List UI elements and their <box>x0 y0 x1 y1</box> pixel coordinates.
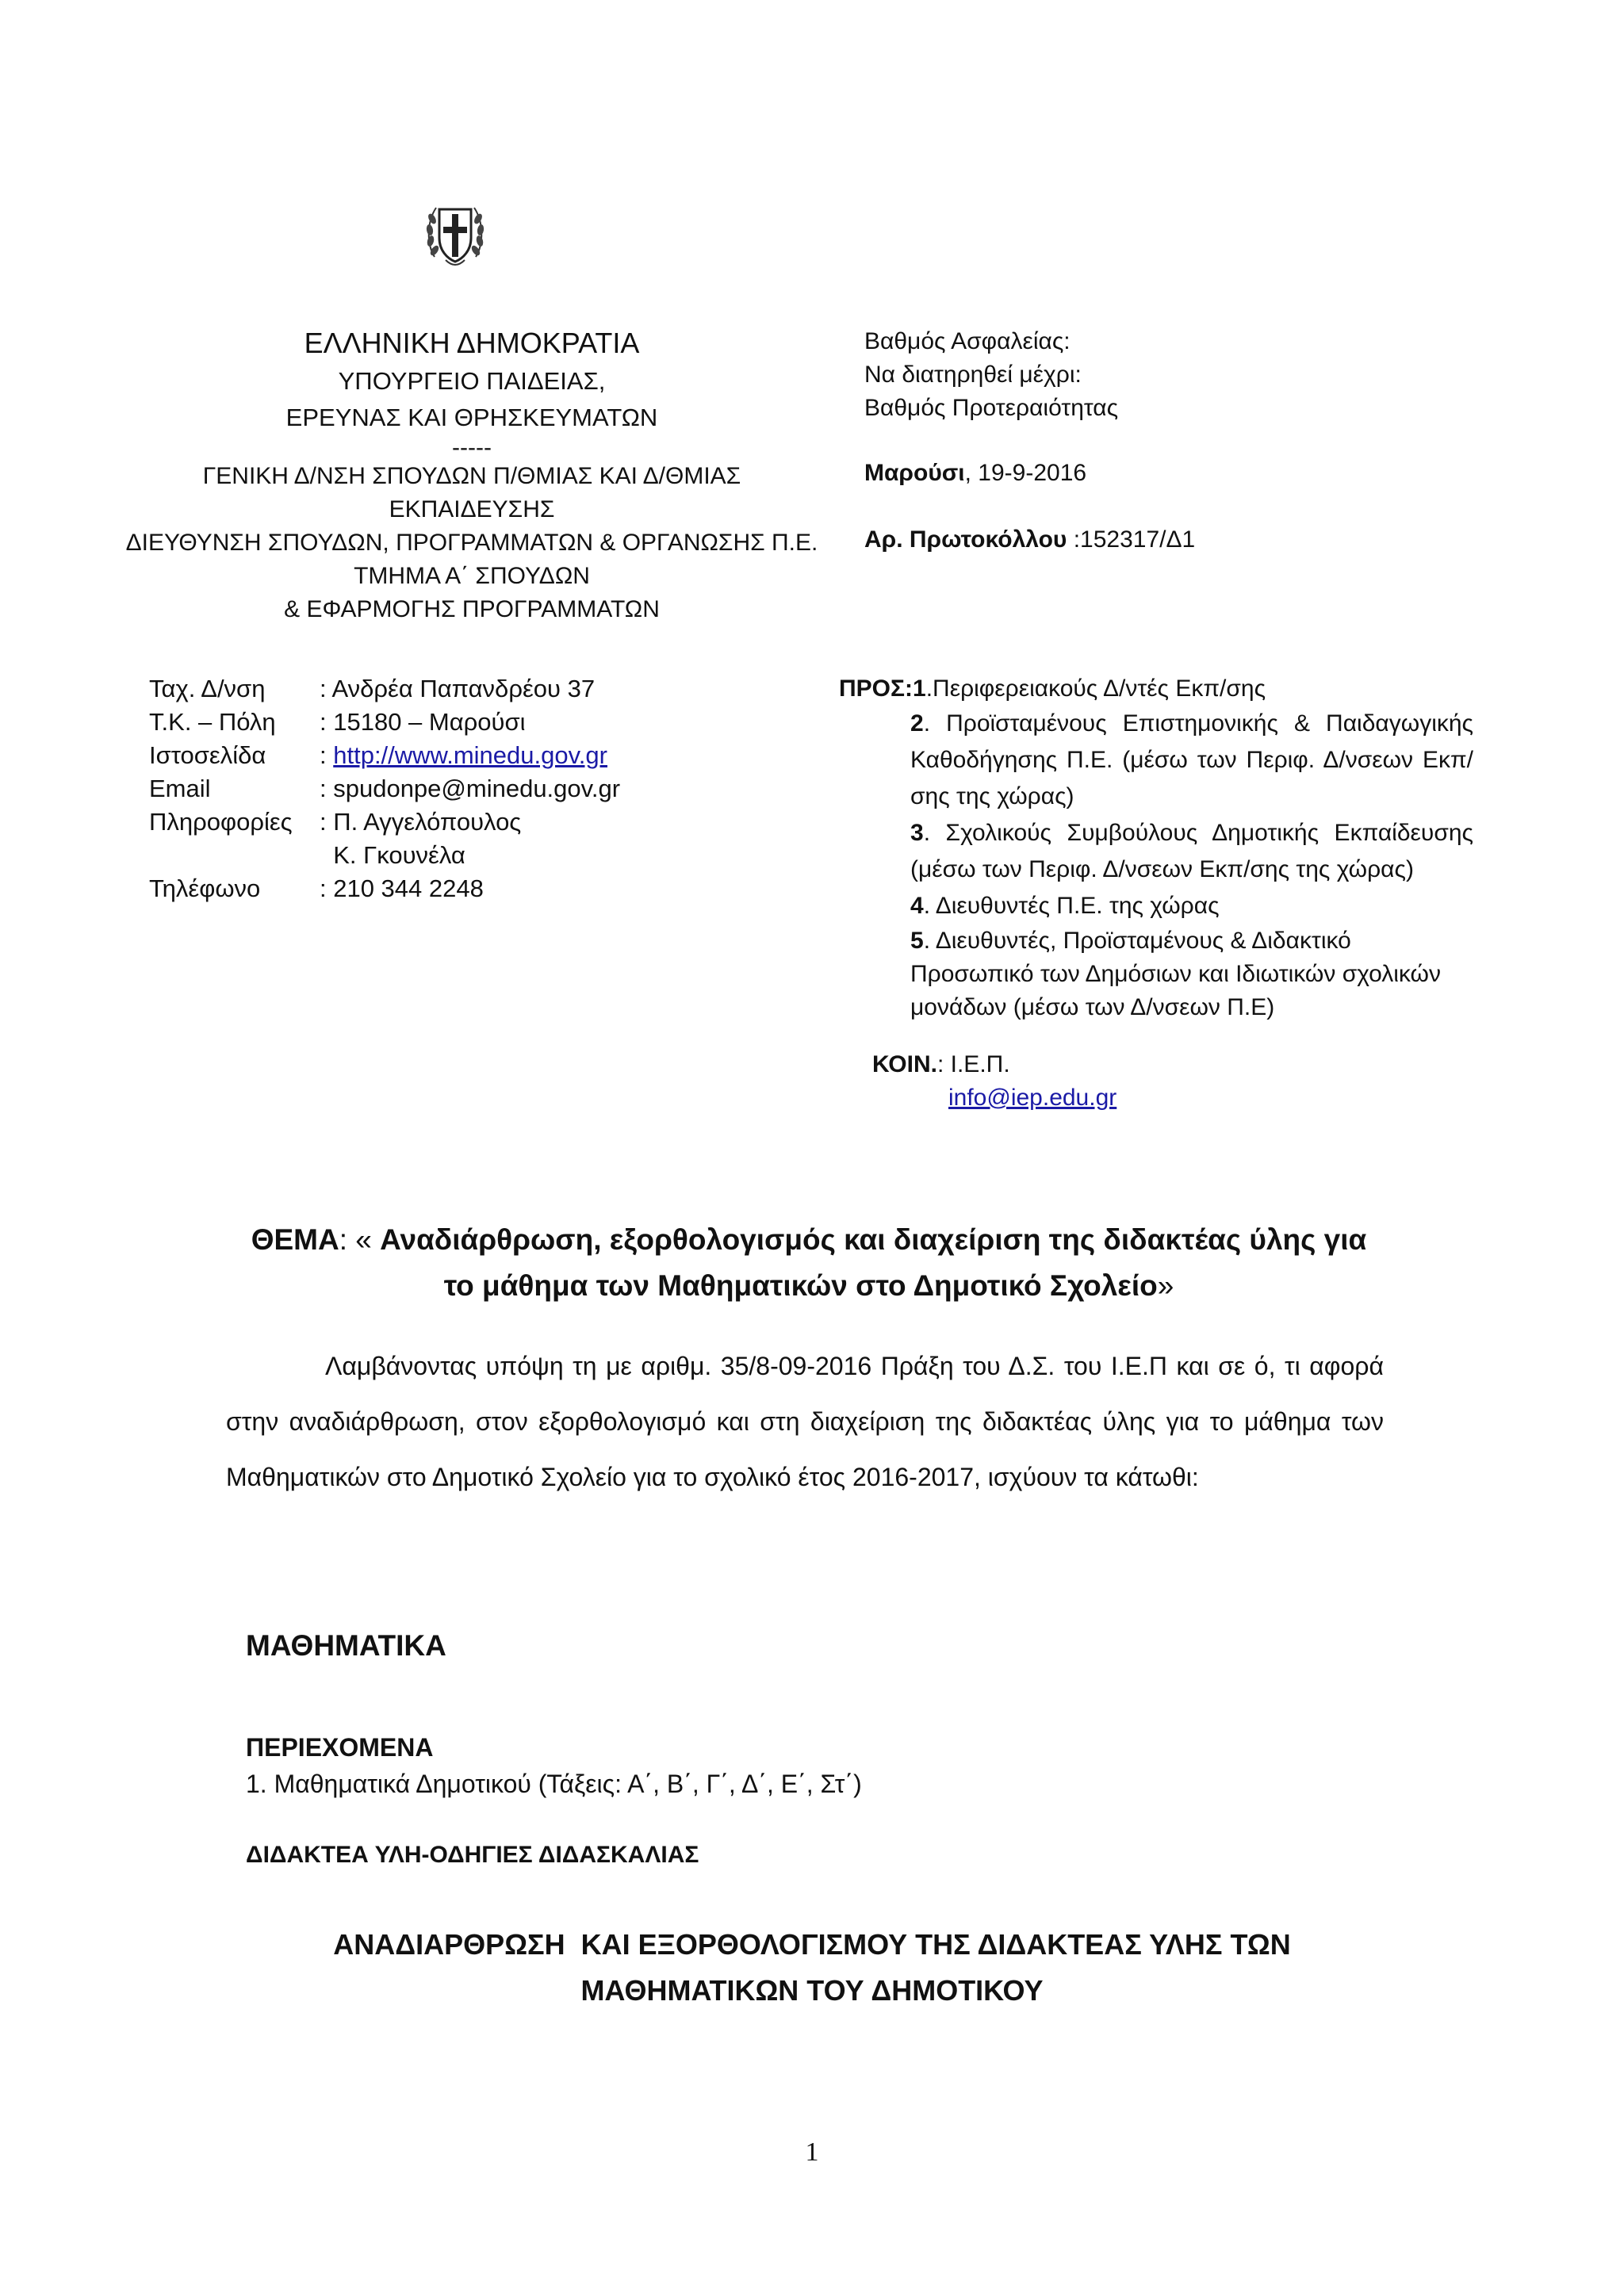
contact-label: Τ.Κ. – Πόλη <box>149 708 276 736</box>
contact-value: : 210 344 2248 <box>320 874 484 902</box>
body-paragraph <box>226 1338 1384 1505</box>
contact-label: Τηλέφωνο <box>149 874 261 902</box>
directorate-name: ΔΙΕΥΘΥΝΣΗ ΣΠΟΥΔΩΝ, ΠΡΟΓΡΑΜΜΑΤΩΝ & ΟΡΓΑΝΩΣΗΣ Π.Ε. <box>125 530 818 556</box>
recipient-2: 2. Προϊσταμένους Επιστημονικής & Παιδαγωγικής Καθοδήγησης Π.Ε. (μέσω των Περιφ. Δ/νσεων Εκπ/σης της χώρας) <box>910 710 1473 809</box>
final-heading-line-2: ΜΑΘΗΜΑΤΙΚΩΝ ΤΟΥ ΔΗΜΟΤΙΚΟΥ <box>580 1974 1044 2007</box>
priority-level: Βαθμός Προτεραιότητας <box>864 395 1119 421</box>
contact-label: Πληροφορίες <box>149 808 293 836</box>
subject-label: ΘΕΜΑ <box>251 1223 339 1256</box>
page-number: 1 <box>805 2137 819 2167</box>
contents-item: 1. Μαθηματικά Δημοτικού (Τάξεις: Α΄, Β΄, Γ΄, Δ΄, Ε΄, Στ΄) <box>246 1770 862 1798</box>
contents-heading: ΠΕΡΙΕΧΟΜΕΝΑ <box>246 1733 434 1762</box>
contact-value: : spudonpe@minedu.gov.gr <box>320 775 621 802</box>
final-heading <box>178 1922 1446 2014</box>
contact-value: : Ανδρέα Παπανδρέου 37 <box>320 675 596 702</box>
security-level: Βαθμός Ασφαλείας: <box>864 328 1071 354</box>
subject-block <box>174 1217 1443 1309</box>
subject-title-2: το μάθημα των Μαθηματικών στο Δημοτικό Σχολείο <box>443 1269 1158 1302</box>
recipient-1: ΠΡΟΣ:1.Περιφερειακούς Δ/ντές Εκπ/σης <box>839 675 1266 702</box>
greek-coat-of-arms-icon <box>425 195 485 271</box>
contact-row <box>149 872 863 905</box>
subject-title-1: Αναδιάρθρωση, εξορθολογισμός και διαχείριση της διδακτέας ύλης για <box>380 1223 1367 1256</box>
ministry-line-2: ΕΡΕΥΝΑΣ ΚΑΙ ΘΡΗΣΚΕΥΜΑΤΩΝ <box>285 404 658 431</box>
contact-label <box>149 839 320 872</box>
final-heading-line-1: ΑΝΑΔΙΑΡΘΡΩΣΗ ΚΑΙ ΕΞΟΡΘΟΛΟΓΙΣΜΟΥ ΤΗΣ ΔΙΔΑΚΤΕΑΣ ΥΛΗΣ ΤΩΝ <box>333 1928 1291 1961</box>
contact-row <box>149 839 863 872</box>
department-line-2: & ΕΦΑΡΜΟΓΗΣ ΠΡΟΓΡΑΜΜΑΤΩΝ <box>284 596 660 622</box>
math-heading: ΜΑΘΗΜΑΤΙΚΑ <box>246 1629 446 1662</box>
guidelines-heading: ΔΙΔΑΚΤΕΑ ΥΛΗ-ΟΔΗΓΙΕΣ ΔΙΔΑΣΚΑΛΙΑΣ <box>246 1842 699 1868</box>
recipient-5: 5. Διευθυντές, Προϊσταμένους & Διδακτικό Προσωπικό των Δημόσιων και Ιδιωτικών σχολικών μονάδων (μέσω των Δ/νσεων Π.Ε) <box>910 928 1441 1020</box>
protocol-number: :152317/Δ1 <box>1067 526 1196 553</box>
general-directorate-line-2: ΕΚΠΑΙΔΕΥΣΗΣ <box>389 496 555 522</box>
document-date: , 19-9-2016 <box>964 460 1087 486</box>
general-directorate-line-1: ΓΕΝΙΚΗ Δ/ΝΣΗ ΣΠΟΥΔΩΝ Π/ΘΜΙΑΣ ΚΑΙ Δ/ΘΜΙΑΣ <box>202 463 741 489</box>
contact-label: Email <box>149 775 211 802</box>
cc-email-link[interactable]: info@iep.edu.gr <box>948 1085 1117 1111</box>
to-label: ΠΡΟΣ <box>839 675 906 702</box>
contact-row <box>149 739 863 772</box>
cc-line <box>839 1048 1473 1081</box>
recipient-3: 3. Σχολικούς Συμβούλους Δημοτικής Εκπαίδευσης (μέσω των Περιφ. Δ/νσεων Εκπ/σης της χώρας) <box>910 820 1473 882</box>
cc-email-line <box>839 1081 1473 1115</box>
body-text: Λαμβάνοντας υπόψη τη με αριθμ. 35/8-09-2016 Πράξη του Δ.Σ. του Ι.Ε.Π και σε ό, τι αφορά στην αναδιάρθρωση, στον εξορθολογισμό και στη διαχείριση της διδακτέας ύλης για το μάθημα των Μαθηματικών στο Δημοτικό Σχολείο για το σχολικό έτος 2016-2017, ισχύουν τα κάτωθι: <box>226 1352 1384 1491</box>
contact-value: Κ. Γκουνέλα <box>320 841 465 869</box>
recipients-block <box>839 672 1473 1115</box>
contact-row <box>149 772 863 806</box>
contact-details <box>149 672 863 905</box>
subject-line-1: ΘΕΜΑ: « Αναδιάρθρωση, εξορθολογισμός και διαχείριση της διδακτέας ύλης για <box>251 1223 1367 1256</box>
contact-value: : 15180 – Μαρούσι <box>320 708 526 736</box>
document-meta <box>864 325 1515 557</box>
contact-row <box>149 806 863 839</box>
website-prefix: : <box>320 741 334 769</box>
protocol-line <box>864 523 1515 557</box>
country-name: ΕΛΛΗΝΙΚΗ ΔΗΜΟΚΡΑΤΙΑ <box>304 327 640 359</box>
protocol-label: Αρ. Πρωτοκόλλου <box>864 526 1067 553</box>
header-separator: ----- <box>452 434 492 461</box>
contact-row <box>149 706 863 739</box>
department-line-1: ΤΜΗΜΑ Α΄ ΣΠΟΥΔΩΝ <box>354 563 590 589</box>
contact-value: : Π. Αγγελόπουλος <box>320 808 522 836</box>
place-label: Μαρούσι <box>864 460 965 486</box>
cc-value: : Ι.Ε.Π. <box>936 1051 1010 1077</box>
contact-row <box>149 672 863 706</box>
contact-value <box>320 739 863 772</box>
website-link[interactable]: http://www.minedu.gov.gr <box>333 741 607 769</box>
contact-label: Ταχ. Δ/νση <box>149 675 266 702</box>
date-line <box>864 457 1515 490</box>
cc-label: ΚΟΙΝ. <box>872 1051 937 1077</box>
keep-until: Να διατηρηθεί μέχρι: <box>864 362 1082 388</box>
ministry-line-1: ΥΠΟΥΡΓΕΙΟ ΠΑΙΔΕΙΑΣ, <box>338 367 606 395</box>
recipient-4: 4. Διευθυντές Π.Ε. της χώρας <box>910 893 1220 919</box>
subject-line-2: το μάθημα των Μαθηματικών στο Δημοτικό Σχολείο» <box>443 1269 1174 1302</box>
issuer-header <box>111 323 833 626</box>
contact-label: Ιστοσελίδα <box>149 741 266 769</box>
